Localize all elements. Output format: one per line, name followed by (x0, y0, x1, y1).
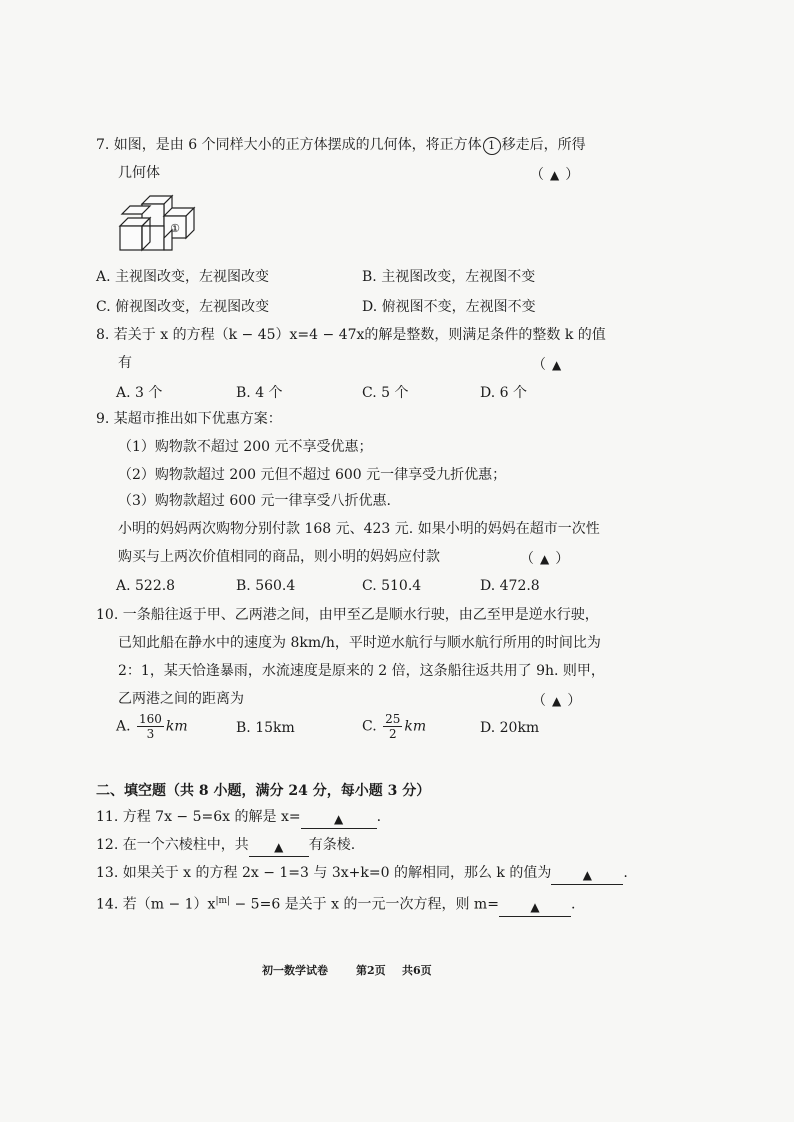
q14-text: 14. 若（m − 1）x (96, 896, 216, 913)
fraction-denominator: 3 (146, 727, 155, 741)
q9-item3: （3）购物款超过 600 元一律享受八折优惠. (118, 493, 391, 509)
figure-label: ① (170, 222, 180, 235)
triangle-icon: ▲ (552, 694, 562, 708)
paren-open: （ (530, 167, 544, 183)
triangle-icon: ▲ (333, 812, 344, 826)
q7-line1 (96, 136, 586, 155)
q8-answer-bracket (532, 354, 567, 374)
q7-line2: 几何体 (118, 165, 160, 181)
circled-number: 1 (483, 137, 501, 155)
q8-option-d[interactable]: D. 6 个 (480, 385, 527, 401)
q11-answer-blank[interactable] (301, 810, 377, 829)
q7-text-b: 移走后，所得 (501, 137, 586, 153)
paren-open: （ (532, 357, 546, 373)
q14 (96, 892, 575, 915)
q9-option-c[interactable]: C. 510.4 (362, 578, 422, 594)
q10-line2: 已知此船在静水中的速度为 8km/h，平时逆水航行与顺水航行所用的时间比为 (118, 635, 601, 651)
q8-option-a[interactable]: A. 3 个 (116, 385, 163, 401)
option-prefix: C. (362, 718, 377, 735)
unit: km (404, 718, 427, 735)
q12-tail: 有条棱. (308, 837, 356, 853)
q8-line2: 有 (118, 355, 132, 371)
q12 (96, 836, 355, 855)
paren-open: （ (520, 551, 534, 567)
q9-option-d[interactable]: D. 472.8 (480, 578, 540, 594)
q10-option-b[interactable]: B. 15km (236, 720, 295, 736)
q13 (96, 864, 628, 883)
q9-answer-bracket (520, 548, 569, 568)
q11-tail: . (376, 809, 382, 825)
paren-close: ） (555, 551, 570, 567)
q14-tail: . (570, 896, 576, 913)
q14-answer-blank[interactable] (499, 898, 571, 917)
q10-line4: 乙两港之间的距离为 (118, 691, 244, 707)
q10-option-a[interactable] (116, 712, 188, 741)
q10-line3: 2：1，某天恰逢暴雨，水流速度是原来的 2 倍，这条船往返共用了 9h. 则甲， (118, 663, 605, 679)
q9-line5: 小明的妈妈两次购物分别付款 168 元、423 元. 如果小明的妈妈在超市一次性 (118, 521, 600, 537)
q9-option-a[interactable]: A. 522.8 (116, 578, 176, 594)
fraction (383, 712, 402, 741)
q11 (96, 808, 381, 827)
triangle-icon: ▲ (550, 168, 560, 182)
paren-close: ） (567, 693, 582, 709)
q8-option-c[interactable]: C. 5 个 (362, 385, 409, 401)
unit: km (165, 718, 188, 735)
q14-exponent: |m| (215, 896, 231, 906)
triangle-icon: ▲ (540, 552, 550, 566)
footer-page: 第2页 (356, 964, 386, 977)
q10-line1: 10. 一条船往返于甲、乙两港之间，由甲至乙是顺水行驶，由乙至甲是逆水行驶， (96, 607, 599, 623)
q13-answer-blank[interactable] (551, 866, 623, 885)
q7-option-d[interactable]: D. 俯视图不变，左视图不变 (362, 299, 536, 315)
q7-option-a[interactable]: A. 主视图改变，左视图改变 (96, 269, 270, 285)
q9-option-b[interactable]: B. 560.4 (236, 578, 296, 594)
fraction-numerator: 25 (385, 712, 401, 726)
q9-item1: （1）购物款不超过 200 元不享受优惠； (118, 439, 373, 455)
q12-text: 12. 在一个六棱柱中，共 (96, 837, 249, 853)
option-prefix: A. (116, 718, 131, 735)
fraction-numerator: 160 (139, 712, 162, 726)
triangle-icon: ▲ (530, 899, 540, 914)
q8-option-b[interactable]: B. 4 个 (236, 385, 283, 401)
q12-answer-blank[interactable] (249, 838, 309, 857)
triangle-icon: ▲ (274, 840, 284, 854)
triangle-icon: ▲ (552, 358, 562, 372)
paren-close: ） (565, 167, 580, 183)
fraction (137, 712, 164, 741)
q7-text-a: 7. 如图，是由 6 个同样大小的正方体摆成的几何体，将正方体 (96, 137, 482, 153)
q7-option-c[interactable]: C. 俯视图改变，左视图改变 (96, 299, 270, 315)
fraction-denominator: 2 (388, 727, 397, 741)
q9-line1: 9. 某超市推出如下优惠方案： (96, 411, 282, 427)
section-title: 二、填空题（共 8 小题，满分 24 分，每小题 3 分） (96, 783, 431, 799)
q10-answer-bracket (532, 690, 581, 710)
paren-open: （ (532, 693, 546, 709)
q14-text-mid: − 5=6 是关于 x 的一元一次方程，则 m= (230, 896, 499, 913)
cube-figure (112, 190, 202, 258)
footer-subject: 初一数学试卷 (262, 964, 328, 977)
q13-text: 13. 如果关于 x 的方程 2x − 1=3 与 3x+k=0 的解相同，那么 k 的值为 (96, 865, 552, 881)
q13-tail: . (623, 865, 628, 881)
q7-option-b[interactable]: B. 主视图改变，左视图不变 (362, 269, 536, 285)
q9-item2: （2）购物款超过 200 元但不超过 600 元一律享受九折优惠； (118, 467, 507, 483)
footer-total: 共6页 (402, 964, 432, 977)
q7-answer-bracket (530, 164, 579, 184)
q8-line1: 8. 若关于 x 的方程（k − 45）x=4 − 47x的解是整数，则满足条件的整数 k 的值 (96, 327, 606, 343)
q10-option-c[interactable] (362, 712, 426, 741)
cube-front-left (120, 226, 142, 250)
q10-option-d[interactable]: D. 20km (480, 720, 540, 736)
q9-line6: 购买与上两次价值相同的商品，则小明的妈妈应付款 (118, 549, 440, 565)
triangle-icon: ▲ (582, 868, 592, 882)
q11-text: 11. 方程 7x − 5=6x 的解是 x= (96, 809, 301, 825)
